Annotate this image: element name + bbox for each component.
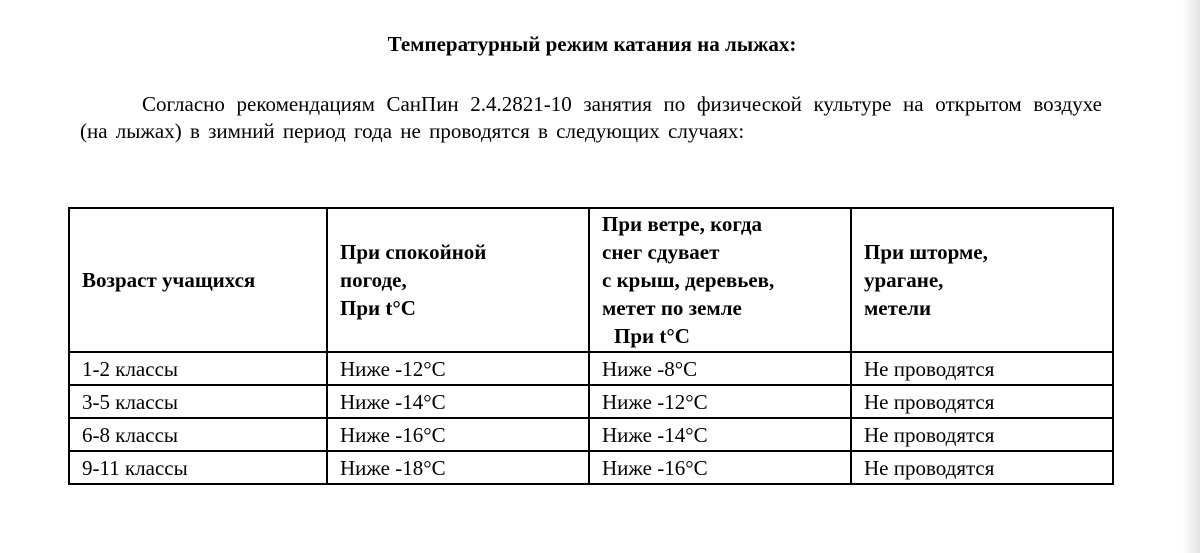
header-storm: [851, 208, 1113, 352]
cell-calm: Ниже -12°C: [327, 352, 589, 385]
document-title: Температурный режим катания на лыжах:: [387, 32, 797, 56]
intro-paragraph: Согласно рекомендациям СанПин 2.4.2821-10 занятия по физической культуре на открытом воздухе (на лыжах) в зимний период года не проводятся в следующих случаях:: [80, 92, 1102, 143]
header-calm-line-3: При t°C: [340, 296, 416, 320]
cell-calm: Ниже -14°C: [327, 385, 589, 418]
header-storm-line-3: метели: [864, 296, 932, 320]
header-age-label: Возраст учащихся: [82, 268, 256, 292]
header-storm-line-2: урагане,: [864, 268, 944, 292]
header-wind-line-5: При t°C: [614, 324, 690, 348]
table-row: [69, 418, 1113, 451]
cell-calm: Ниже -16°C: [327, 418, 589, 451]
header-calm-line-2: погоде,: [340, 268, 407, 292]
table-row: [69, 451, 1113, 484]
cell-age: 1-2 классы: [69, 352, 327, 385]
header-calm-line-1: При спокойной: [340, 240, 487, 264]
temperature-table: [68, 207, 1114, 485]
cell-wind: Ниже -12°C: [589, 385, 851, 418]
cell-calm: Ниже -18°C: [327, 451, 589, 484]
header-windy-weather: [589, 208, 851, 352]
cell-age: 6-8 классы: [69, 418, 327, 451]
header-wind-line-4: метет по земле: [602, 296, 742, 320]
page-edge-shadow: [1182, 0, 1200, 553]
table-header-row: [69, 208, 1113, 352]
header-wind-line-1: При ветре, когда: [602, 212, 763, 236]
cell-storm: Не проводятся: [851, 352, 1113, 385]
header-wind-line-2: снег сдувает: [602, 240, 720, 264]
cell-storm: Не проводятся: [851, 418, 1113, 451]
cell-wind: Ниже -8°C: [589, 352, 851, 385]
header-age: [69, 208, 327, 352]
cell-age: 3-5 классы: [69, 385, 327, 418]
table-row: [69, 385, 1113, 418]
table-row: [69, 352, 1113, 385]
cell-age: 9-11 классы: [69, 451, 327, 484]
cell-wind: Ниже -16°C: [589, 451, 851, 484]
cell-storm: Не проводятся: [851, 385, 1113, 418]
header-calm-weather: [327, 208, 589, 352]
header-storm-line-1: При шторме,: [864, 240, 988, 264]
cell-storm: Не проводятся: [851, 451, 1113, 484]
header-wind-line-3: с крыш, деревьев,: [602, 268, 775, 292]
cell-wind: Ниже -14°C: [589, 418, 851, 451]
